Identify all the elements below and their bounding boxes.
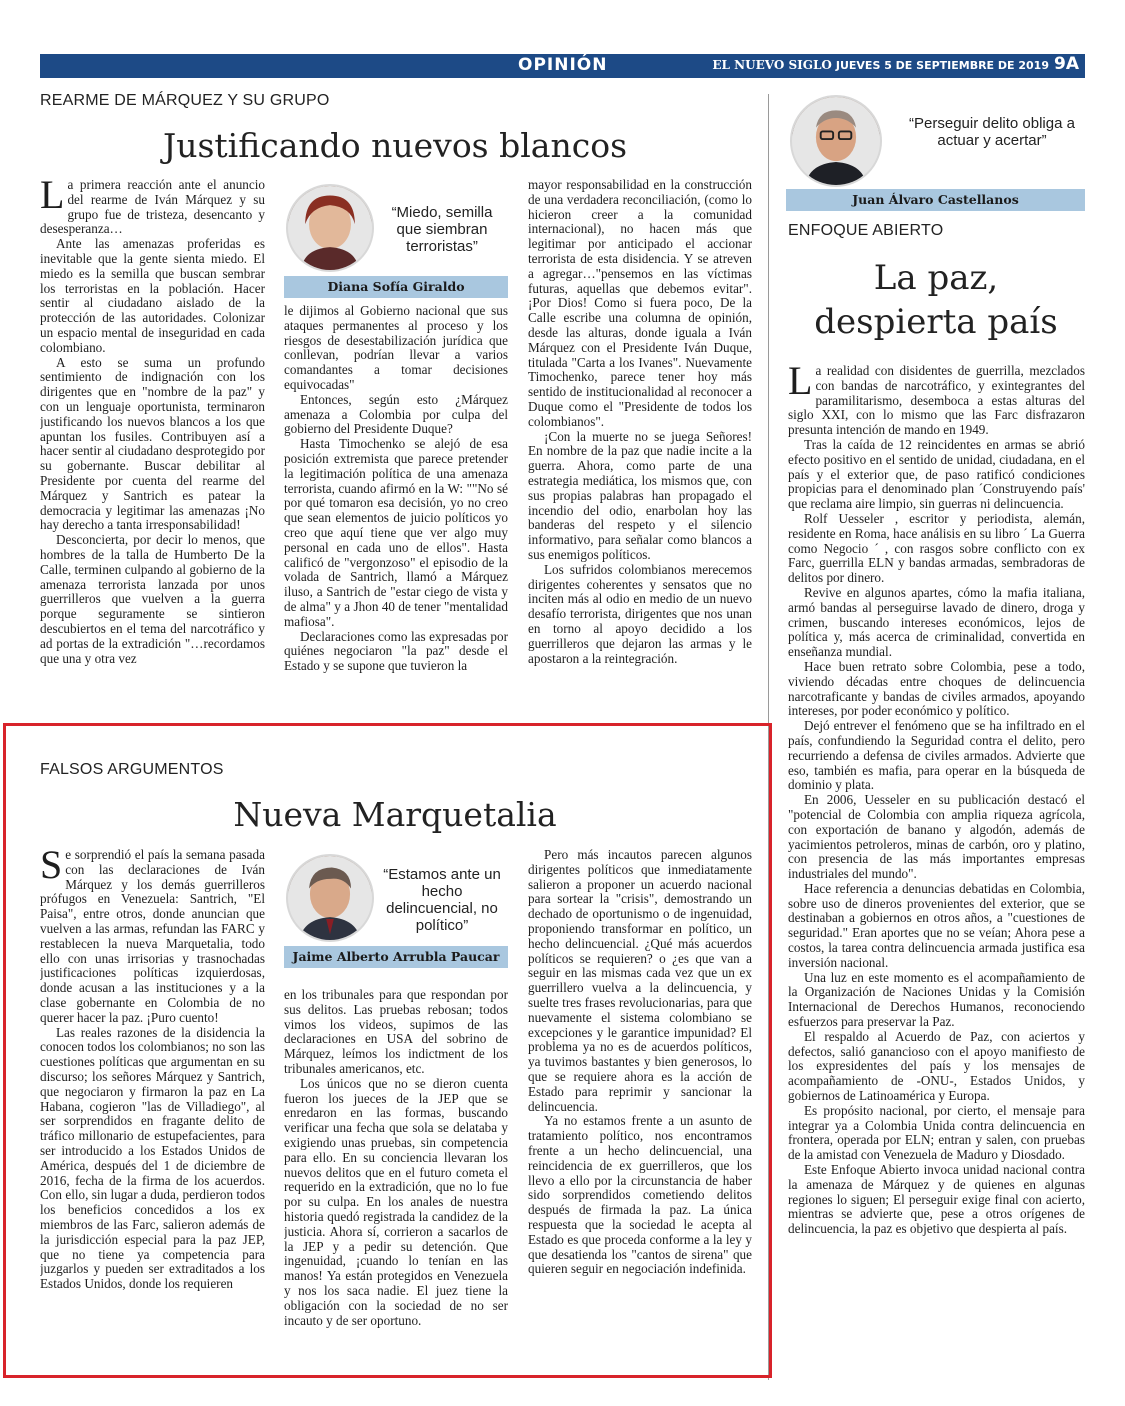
article1-author-box — [284, 182, 508, 298]
article2-paragraph: Las reales razones de la disidencia la conocen todos los colombianos; no son las cuestiones políticas que argumentan en su discurso; los señores Márquez y Santrich, que negociaron y firmaron la paz en La Habana, cogieron "las de Villadiego", al ser sorprendidos en fragante delito de tráfico millonario de estupefacientes, para ser introducido a los Estados Unidos de América, después del 1 de diciembre de 2016, fecha de la firma de los acuerdos. Con ello, sin lugar a duda, perdieron todos los beneficios concedidos a los ex miembros de las Farc, salieron además de la jurisdicción especial para la paz JEP, que no tiene ya competencia para juzgarlos y pueden ser extraditados a los Estados Unidos, donde los requieren — [40, 1024, 265, 1292]
article1-paragraph: Desconcierta, por decir lo menos, que hombres de la talla de Humberto De la Calle, terminen culpando al gobierno de la amenaza terrorista lanzada por unos guerrilleros que vuelven a la guerra porque seguramente se sintieron descubiertos en el tema del narcotráfico y ad portas de la extradición "…recordamos que una y otra vez — [40, 532, 265, 666]
article1-paragraph: Los sufridos colombianos merecemos dirigentes coherentes y sensatos que no inciten más al odio en medio de un nuevo desafío terrorista, dirigentes que nos unan en torno al apoyo decidido a los guerrilleros que dejaron las armas y le apostaron a la reintegración. — [528, 561, 752, 666]
article2-column-1 — [40, 848, 265, 1348]
article1-column-2 — [284, 304, 508, 693]
article2-paragraph: en los tribunales para que respondan por sus delitos. Las pruebas rebosan; todos vimos los videos, supimos de las declaraciones en USA del sobrino de Márquez, leímos los indictment de los tribunales americanos, etc. — [284, 988, 508, 1076]
article1-paragraph: La primera reacción ante el anuncio del rearme de Iván Márquez y su grupo fue de tristeza, desencanto y desesperanza… — [40, 178, 265, 237]
article2-author-box — [284, 852, 508, 968]
article1-column-1 — [40, 178, 265, 693]
article3-paragraph: El respaldo al Acuerdo de Paz, con aciertos y defectos, salió ganancioso con el apoyo manifiesto de los expresidentes del país y los mensajes de acompañamiento de -ONU-, Estados Unidos, y gobiernos de Latinoamérica y Europa. — [788, 1028, 1085, 1104]
article3-headline — [786, 256, 1086, 344]
article3-paragraph: Hace referencia a denuncias debatidas en Colombia, sobre uso de dineros provenientes del exterior, que se destinaban a gobiernos en otros años, a "cuestiones de seguridad." Eran aportes que no se veían; Ahora pese a costos, la tarea contra delincuencia armada justifica esa inversión nacional. — [788, 880, 1085, 970]
article1-paragraph: Entonces, según esto ¿Márquez amenaza a Colombia por culpa del gobierno del Presidente Duque? — [284, 391, 508, 437]
section-title: OPINIÓN — [518, 55, 608, 75]
article1-paragraph: mayor responsabilidad en la construcción de una verdadera reconciliación, (como lo hicieron creer a la comunidad internacional), no hacen más que legitimar por anticipado el accionar terrorista de esta disidencia. Y se atreven a agregar…"pensemos en las víctimas futuras, aquellas que debemos evitar". ¡Por Dios! Como si fuera poco, De la Calle escribe una columna de opinión, desde las alturas, donde iguala a Iván Márquez con el Presidente Iván Duque, titulada "Carta a los Ivanes". Nuevamente Timochenko, parece tener hoy más sentido de institucionalidad al reconocer a Duque como el "Presidente de todos los colombianos". — [528, 178, 752, 429]
article2-headline: Nueva Marquetalia — [233, 795, 557, 834]
article3-paragraph: Dejó entrever el fenómeno que se ha infiltrado en el país, confundiendo la Seguridad contra el delito, pero recurriendo a defensa de civiles armados. Advierte que eso, también es mafia, para operar en la búsqueda de dominio y plata. — [788, 718, 1085, 793]
article3-headline-line: despierta país — [814, 302, 1058, 342]
page-number: 9A — [1054, 54, 1079, 74]
article3-author-name: Juan Álvaro Castellanos — [786, 189, 1085, 211]
article3-pull-quote: “Perseguir delito obliga a actuar y acertar” — [909, 115, 1075, 149]
article1-headline: Justificando nuevos blancos — [163, 126, 627, 165]
portrait-man-icon — [286, 854, 374, 942]
portrait-woman-icon — [286, 184, 374, 272]
drop-cap: L — [788, 364, 813, 403]
article3-kicker: ENFOQUE ABIERTO — [788, 222, 944, 239]
article1-kicker: REARME DE MÁRQUEZ Y SU GRUPO — [40, 92, 330, 109]
article3-headline-line: La paz, — [873, 258, 999, 298]
article2-author-name: Jaime Alberto Arrubla Paucar — [284, 946, 508, 968]
article3-paragraph: Tras la caída de 12 reincidentes en armas se abrió efecto positivo en el sentido de unidad, ciudadana, en el país y el exterior que, de paso ratificó condiciones propicias para el denominado plan ´Construyendo país' que reclama aire limpio, sin guerras ni delincuencia. — [788, 436, 1085, 512]
article1-column-3 — [528, 178, 752, 693]
article1-pull-quote: “Miedo, semilla que siembran terroristas” — [391, 204, 493, 255]
article1-paragraph: A esto se suma un profundo sentimiento de indignación con los dirigentes que en "nombre de la paz" y con un lenguaje oportunista, terminaron justificando los nuevos blancos a los que apuntan los fusiles. Contribuyen así a hacer sentir al ciudadano desprotegido por su gobernante. Buscar debilitar al Presidente por cuenta del rearme del Márquez y Santrich es patear la democracia y legitimar las amenazas ¡No hay derecho a tanta irresponsabilidad! — [40, 354, 265, 533]
masthead-bar — [40, 54, 1085, 78]
article2-paragraph: Pero más incautos parecen algunos dirigentes políticos que inmediatamente salieron a proponer un acuerdo nacional para sortear la "crisis", demostrando un dechado de oportunismo o de ingenuidad, proponiendo transformar en político, un hecho delincuencial. ¿Qué más acuerdos políticos se requieren? o ¿es que van a seguir en las mismas cada vez que un ex guerrillero vuelva a la delincuencia, y suelte tres frases revolucionarias, para que nuevamente el sistema colombiano se excepciones y le garantice impunidad? El problema ya no es de acuerdos políticos, ya tuvimos bastantes y bien generosos, lo que se requiere ahora es la acción de Estado para reprimir y sancionar la delincuencia. — [528, 848, 752, 1114]
article3-paragraph: Rolf Uesseler , escritor y periodista, alemán, residente en Roma, hace análisis en su libro ´ La Guerra como Negocio ´ , con rasgos sobre conflicto con ex Farc, guerrilla ELN y bandas armadas, sembradoras de delitos por dinero. — [788, 510, 1085, 586]
article3-paragraph: Este Enfoque Abierto invoca unidad nacional contra la amenaza de Márquez y de quienes en algunas regiones lo siguen; El perseguir exige final con acierto, mientras se advierte que, pese a otros orígenes de delincuencia, la paz es objetivo que despierta al país. — [788, 1162, 1085, 1237]
article2-column-3 — [528, 848, 752, 1348]
article3-paragraph: Es propósito nacional, por cierto, el mensaje para integrar ya a Colombia Unida contra delincuencia en frontera, operada por ELN; entran y salen, con pruebas de la amistad con Venezuela de Maduro y Diosdado. — [788, 1102, 1085, 1163]
article2-paragraph: Se sorprendió el país la semana pasada con las declaraciones de Iván Márquez y los demás guerrilleros prófugos en Venezuela: Santrich, "El Paisa", entre otros, donde anuncian que vuelven a las armas, refundan las FARC y restablecen la nueva Marquetalia, todo ello con unas irrisorias y trasnochadas justificaciones políticas izquierdosas, donde acusan a las instituciones y a la clase gobernante en Colombia de no querer hacer la paz. ¡Puro cuento! — [40, 848, 265, 1025]
article2-paragraph: Los únicos que no se dieron cuenta fueron los jueces de la JEP que se enredaron en las formas, buscando verificar una fecha que sola se delataba y exigiendo unas pruebas, sin competencia para ello. En su conciencia llevaran los nuevos delitos que en el futuro cometa el requerido en la extradición, que no lo fue por su culpa. En los anales de nuestra historia quedó registrada la candidez de la justicia. Ahora sí, corrieron a sacarlos de la JEP y a pedir su detención. Que ingenuidad, ¡cuando lo tenían en las manos! Ya están protegidos en Venezuela y nos los saca nadie. El juez tiene la obligación con la sociedad de no ser incauto y de ser oportuno. — [284, 1075, 508, 1328]
drop-cap: L — [40, 178, 65, 217]
issue-date: JUEVES 5 DE SEPTIEMBRE DE 2019 — [835, 59, 1049, 72]
article3-paragraph: Hace buen retrato sobre Colombia, pese a todo, viviendo décadas entre choques de delincuencia narcotraficante y bandas de civiles armados, apoyando intereses, por poder económico y político. — [788, 658, 1085, 719]
article1-paragraph: ¡Con la muerte no se juega Señores! En nombre de la paz que nadie incite a la guerra. Ahora, como parte de una estrategia mediática, los mismos que, con sus propias palabras han propagado el incendio del odio, enarbolan hoy las banderas del respeto y el silencio informativo, para señalar como blancos a sus enemigos políticos. — [528, 428, 752, 562]
article2-kicker: FALSOS ARGUMENTOS — [40, 761, 224, 778]
drop-cap: S — [40, 848, 63, 887]
article2-pull-quote: “Estamos ante un hecho delincuencial, no político” — [383, 866, 501, 934]
newspaper-name: EL NUEVO SIGLO JUEVES 5 DE SEPTIEMBRE DE 2019 — [712, 58, 1049, 72]
article3-paragraph: En 2006, Uesseler en su publicación destacó el "potencial de Colombia con amplia riqueza agrícola, con exportación de banano y algodón, además de yacimientos petroleros, minas de carbón, oro y platino, con presencia de las más importantes empresas industriales del mundo". — [788, 792, 1085, 882]
article1-paragraph: Hasta Timochenko se alejó de esa posición extremista que parece pretender la legitimación política de una amenaza terrorista, cuando afirmó en la W: ""No sé por qué tomaron esa decisión, yo no creo que sean elementos de juicio políticos yo creo que aquí tiene que ver algo muy personal en cada uno de ellos". Hasta calificó de "vergonzoso" el episodio de la volada de Santrich, llamó a Márquez iluso, a Santrich de "estar ciego de vista y de alma" y a Jhon 40 de tener "mentalidad mafiosa". — [284, 436, 508, 629]
article3-author-box — [786, 93, 1085, 211]
portrait-man-glasses-icon — [790, 95, 882, 187]
article3-paragraph: Revive en algunos apartes, cómo la mafia italiana, armó bandas al perseguirse lavado de dinero, droga y crimen, buscando intereses económicos, lejos de política y, más acerca de criminalidad, convertida en enseñanza mundial. — [788, 584, 1085, 660]
article1-paragraph: le dijimos al Gobierno nacional que sus ataques permanentes al proceso y los riesgos de desestabilización jurídica que conllevan, podrían llevar a varios comandantes a tomar decisiones equivocadas" — [284, 304, 508, 392]
article3-paragraph: La realidad con disidentes de guerrilla, mezclados con bandas de narcotráfico, y exintegrantes del paramilitarismo, desemboca a estas alturas del siglo XXI, con lo mismo que las Farc disfrazaron presunta intención de mando en 1949. — [788, 364, 1085, 438]
article1-author-name: Diana Sofía Giraldo — [284, 276, 508, 298]
article1-paragraph: Ante las amenazas proferidas es inevitable que la gente sienta miedo. El miedo es la semilla que buscan sembrar los terroristas en la población. Hacer sentir al ciudadano aislado de la protección de las autoridades. Colonizar un espacio mental de inseguridad en cada colombiano. — [40, 236, 265, 355]
article3-paragraph: Una luz en este momento es el acompañamiento de la Organización de Naciones Unidas y la Comisión Internacional de Derechos Humanos, reconociendo esfuerzos para preservar la Paz. — [788, 969, 1085, 1030]
article1-paragraph: Declaraciones como las expresadas por quiénes negociaron "la paz" desde el Estado y se supone que tuvieron la — [284, 628, 508, 674]
article3-column — [788, 364, 1085, 1364]
article2-column-2 — [284, 988, 508, 1348]
article2-paragraph: Ya no estamos frente a un asunto de tratamiento político, nos encontramos frente a un hecho delincuencial, una reincidencia de ex guerrilleros, que los llevo a ello por la circunstancia de haber sido sorprendidos cometiendo delitos después de firmada la paz. La única respuesta que la sociedad le acepta al Estado es que proceda conforme a la ley y que desatienda los "cantos de sirena" que quieren seguir en negociación indefinida. — [528, 1113, 752, 1277]
